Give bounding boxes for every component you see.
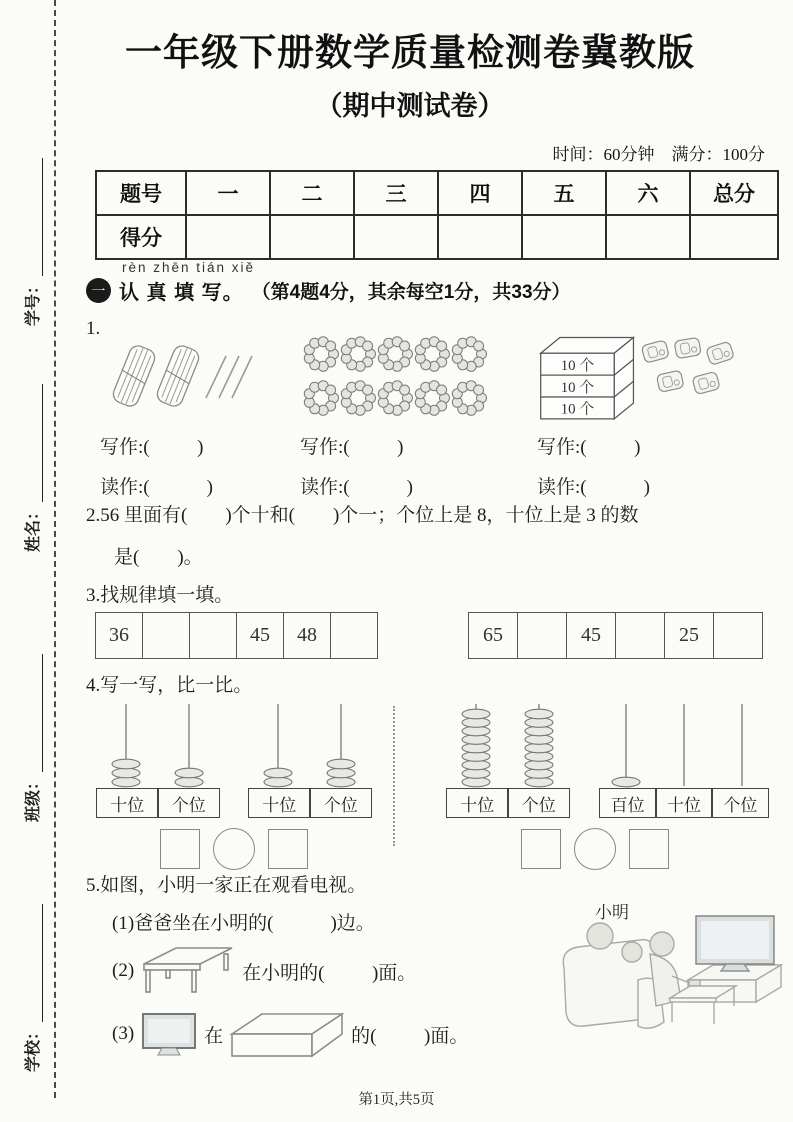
score-cell [690, 215, 778, 259]
section-title: 认 真 填 写。 [119, 282, 244, 304]
score-col-6: 六 [606, 171, 690, 215]
binding-dashed-line [54, 0, 56, 1098]
time-score-meta: 时间：60分钟 满分：100分 [552, 145, 765, 164]
q1-number: 1. [86, 318, 101, 339]
compare-row-left [95, 828, 373, 870]
q5-item2-number: (2) [112, 960, 135, 981]
sidebar-item-class [17, 633, 43, 843]
score-cell [606, 215, 690, 259]
compare-circle [213, 828, 255, 870]
family-watching-tv-illustration [550, 880, 785, 1060]
place-label-tens: 十位 [655, 788, 713, 818]
abacus-23 [247, 700, 373, 818]
place-label-tens: 十位 [248, 788, 311, 818]
seq-b-cell: 65 [469, 613, 518, 659]
score-col-5: 五 [522, 171, 606, 215]
school-blank [25, 904, 43, 1022]
q5-item2 [112, 944, 416, 998]
seq-a-cell [331, 613, 378, 659]
svg-text:10 个: 10 个 [560, 357, 595, 374]
q1-column-wreaths [300, 330, 500, 499]
score-row-head: 得分 [96, 215, 186, 259]
score-col-3: 三 [354, 171, 438, 215]
score-col-4: 四 [438, 171, 522, 215]
flower-wreaths-figure [300, 331, 490, 421]
boxes-of-ten-figure [537, 327, 743, 425]
q2-line2: 是( )。 [114, 547, 203, 568]
student-id-label: 学号： [25, 278, 42, 327]
q1-write-blank-3: 写作:( ) [537, 437, 641, 458]
seq-b-cell: 45 [567, 613, 616, 659]
cabinet-icon [229, 1008, 345, 1060]
q1-read-blank-2: 读作:( ) [300, 477, 413, 498]
seq-a-cell [143, 613, 190, 659]
q1-read-blank-3: 读作:( ) [537, 477, 650, 498]
section-one-icon: 一 [86, 278, 111, 303]
seq-a-cell: 36 [96, 613, 143, 659]
place-label-hundreds: 百位 [599, 788, 657, 818]
svg-text:10 个: 10 个 [560, 379, 595, 396]
score-table-head: 题号 [96, 171, 186, 215]
compare-square [521, 829, 561, 869]
seq-b-cell [518, 613, 567, 659]
q3-title: 3.找规律填一填。 [86, 585, 234, 606]
score-col-2: 二 [270, 171, 354, 215]
section-pinyin: rèn zhēn tián xiě [122, 260, 256, 275]
abacus-32 [95, 700, 221, 818]
score-col-1: 一 [186, 171, 270, 215]
seq-b-cell [714, 613, 763, 659]
sidebar-item-student-id [17, 137, 43, 347]
q5-item3 [112, 1008, 468, 1060]
abacus-rods-figure [445, 700, 571, 788]
score-table-header-row [96, 171, 778, 215]
compare-square [629, 829, 669, 869]
q4-group-left [95, 700, 373, 870]
q1-read-blank-1: 读作:( ) [100, 477, 213, 498]
compare-square [268, 829, 308, 869]
stick-bundles-figure [100, 334, 270, 418]
class-blank [25, 654, 43, 772]
seq-a-cell: 45 [237, 613, 284, 659]
compare-square [160, 829, 200, 869]
place-label-ones: 个位 [157, 788, 220, 818]
score-cell [186, 215, 270, 259]
svg-text:10 个: 10 个 [560, 401, 595, 418]
score-cell [270, 215, 354, 259]
q5-item2-text: 在小明的( )面。 [242, 962, 417, 984]
q1-column-boxes [537, 330, 777, 499]
q3-sequence-table-a [95, 612, 378, 659]
section-one-header [86, 260, 746, 305]
place-label-tens: 十位 [96, 788, 159, 818]
q4-dotted-divider [393, 706, 395, 846]
q1-write-blank-2: 写作:( ) [300, 437, 404, 458]
compare-circle [574, 828, 616, 870]
student-id-blank [25, 158, 43, 276]
place-label-tens: 十位 [446, 788, 509, 818]
q4-title: 4.写一写，比一比。 [86, 675, 253, 696]
sidebar-item-school [17, 883, 43, 1093]
section-note: （第4题4分，其余每空1分，共33分） [251, 282, 571, 303]
name-blank [25, 384, 43, 502]
score-col-total: 总分 [690, 171, 778, 215]
name-label: 姓名： [25, 504, 42, 553]
place-label-ones: 个位 [309, 788, 372, 818]
q4-group-right [445, 700, 771, 870]
page-footer: 第1页,共5页 [358, 1092, 435, 1108]
seq-a-cell: 48 [284, 613, 331, 659]
score-cell [522, 215, 606, 259]
compare-row-right [445, 828, 745, 870]
q5-item3-mid-text: 在 [204, 1025, 224, 1047]
score-table [95, 170, 779, 260]
abacus-rods-figure [597, 700, 771, 788]
q1-column-sticks [100, 330, 290, 499]
seq-b-cell: 25 [665, 613, 714, 659]
q1-write-blank-1: 写作:( ) [100, 437, 204, 458]
q3-sequence-table-b [468, 612, 763, 659]
q2-line1: 2.56 里面有( )个十和( )个一；个位上是 8，十位上是 3 的数 [86, 505, 639, 526]
score-cell [354, 215, 438, 259]
page-subtitle: （期中测试卷） [315, 91, 505, 121]
place-label-ones: 个位 [711, 788, 769, 818]
q5-item3-text: 的( )面。 [351, 1025, 469, 1047]
seq-b-cell [616, 613, 665, 659]
abacus-rods-figure [247, 700, 373, 788]
sidebar-item-name [17, 363, 43, 573]
xiaoming-label: 小明 [595, 903, 629, 922]
seq-a-cell [190, 613, 237, 659]
abacus-100 [597, 700, 771, 818]
score-cell [438, 215, 522, 259]
class-label: 班级： [25, 774, 42, 823]
q5-item3-number: (3) [112, 1023, 135, 1044]
page-title: 一年级下册数学质量检测卷冀教版 [125, 33, 695, 74]
q5-item1: (1)爸爸坐在小明的( )边。 [112, 913, 375, 934]
place-label-ones: 个位 [507, 788, 570, 818]
abacus-99 [445, 700, 571, 818]
q5-title: 5.如图，小明一家正在观看电视。 [86, 875, 367, 896]
tv-icon [140, 1011, 198, 1057]
score-table-score-row [96, 215, 778, 259]
school-label: 学校： [25, 1024, 42, 1073]
low-table-icon [140, 944, 236, 998]
abacus-rods-figure [95, 700, 221, 788]
